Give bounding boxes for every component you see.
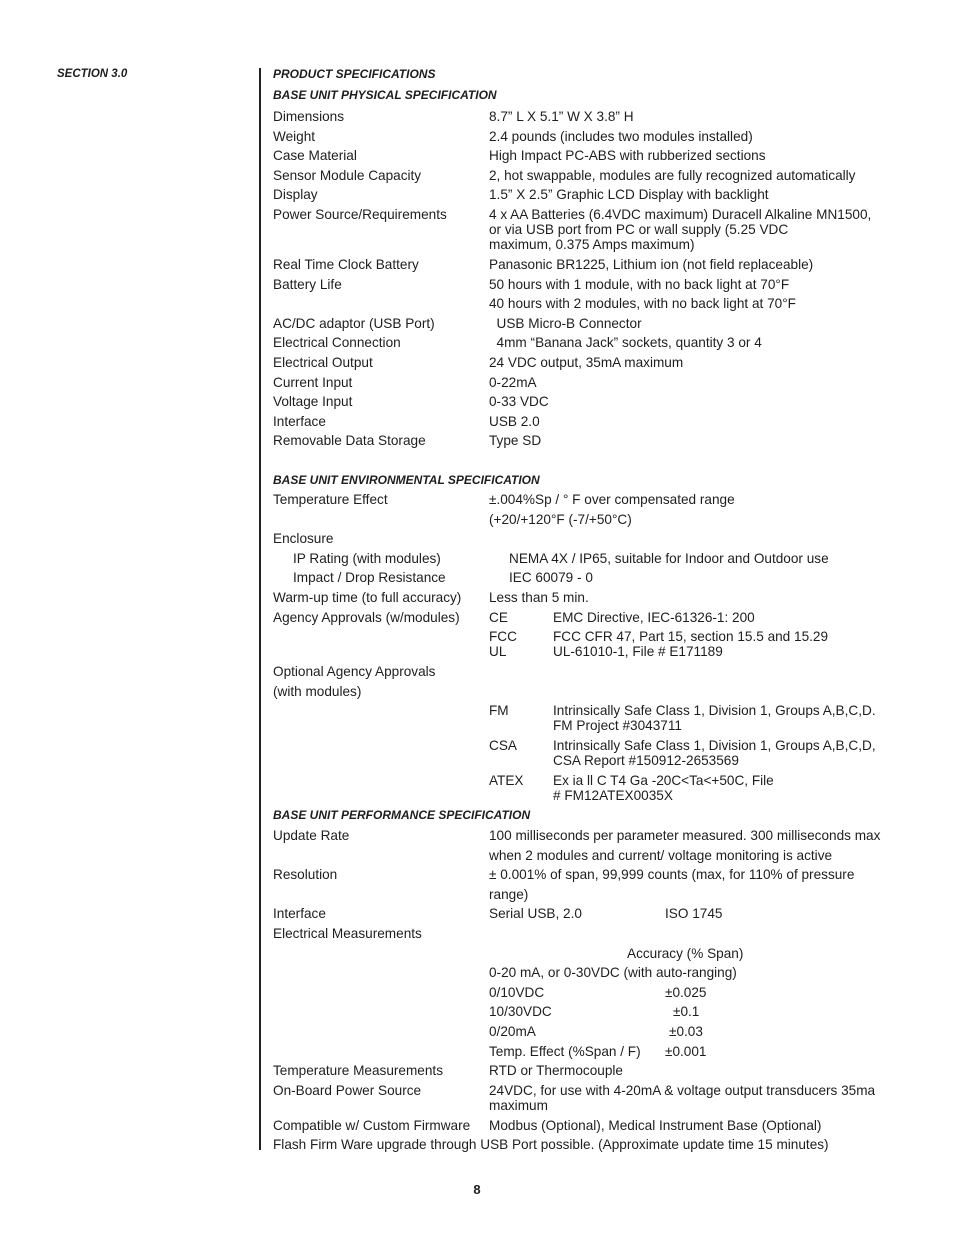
spec-row — [273, 867, 913, 887]
spec-row — [273, 1083, 913, 1118]
spec-value: High Impact PC-ABS with rubberized sections — [489, 148, 766, 164]
spec-label: Weight — [273, 128, 316, 144]
spec-row — [273, 828, 913, 848]
measurement-name: 0/20mA — [489, 1023, 536, 1039]
agency-value: FM Project #3043711 — [553, 718, 682, 734]
spec-row — [273, 187, 913, 207]
spec-row — [273, 664, 913, 684]
spec-value: 2, hot swappable, modules are fully recognized automatically — [489, 167, 856, 183]
spec-row — [273, 335, 913, 355]
page-title: PRODUCT SPECIFICATIONS — [273, 67, 436, 81]
spec-value: 4mm “Banana Jack” sockets, quantity 3 or 4 — [489, 335, 762, 351]
agency-value: CSA Report #150912-2653569 — [553, 753, 739, 769]
spec-label: AC/DC adaptor (USB Port) — [273, 315, 435, 331]
flash-note: Flash Firm Ware upgrade through USB Port possible. (Approximate update time 15 minutes) — [273, 1137, 829, 1153]
spec-row — [273, 590, 913, 610]
spec-row — [273, 257, 913, 277]
spec-value: Modbus (Optional), Medical Instrument Base (Optional) — [489, 1117, 822, 1133]
environmental-heading: BASE UNIT ENVIRONMENTAL SPECIFICATION — [273, 472, 540, 487]
physical-spec-table — [273, 109, 913, 453]
spec-row — [273, 207, 913, 257]
spec-value: 40 hours with 2 modules, with no back light at 70°F — [489, 296, 796, 312]
spec-label: Temperature Measurements — [273, 1063, 443, 1079]
spec-label: Battery Life — [273, 276, 342, 292]
spec-label: IP Rating (with modules) — [293, 550, 441, 566]
agency-code: CE — [489, 609, 508, 625]
spec-row — [273, 168, 913, 188]
spec-label: Electrical Connection — [273, 335, 401, 351]
spec-label: Voltage Input — [273, 394, 353, 410]
spec-label: Update Rate — [273, 828, 350, 844]
spec-row — [273, 394, 913, 414]
spec-row — [273, 296, 913, 316]
spec-label: Sensor Module Capacity — [273, 167, 422, 183]
spec-row — [273, 531, 913, 551]
agency-value: Ex ia ll C T4 Ga -20C<Ta<+50C, File — [553, 773, 774, 789]
spec-value: Type SD — [489, 433, 542, 449]
agency-code: UL — [489, 644, 507, 660]
spec-row — [273, 1063, 913, 1083]
spec-label: Temperature Effect — [273, 492, 388, 508]
spec-value: Less than 5 min. — [489, 590, 589, 606]
spec-row — [273, 684, 913, 704]
spec-value: ± 0.001% of span, 99,999 counts (max, for 110% of pressure — [489, 867, 855, 883]
spec-row — [273, 773, 913, 808]
measurement-row — [273, 1044, 913, 1064]
spec-label: Real Time Clock Battery — [273, 256, 419, 272]
spec-value: Panasonic BR1225, Lithium ion (not field replaceable) — [489, 256, 814, 272]
spec-row — [273, 906, 913, 926]
agency-code: FM — [489, 703, 509, 719]
spec-value: range) — [489, 886, 529, 902]
spec-row — [273, 512, 913, 532]
spec-label: Agency Approvals (w/modules) — [273, 609, 460, 625]
agency-value: # FM12ATEX0035X — [553, 788, 673, 804]
spec-value: (+20/+120°F (-7/+50°C) — [489, 511, 632, 527]
measurement-accuracy: ±0.1 — [673, 1004, 700, 1020]
spec-value: when 2 modules and current/ voltage monitoring is active — [489, 847, 833, 863]
spec-label: Removable Data Storage — [273, 433, 426, 449]
spec-value: NEMA 4X / IP65, suitable for Indoor and Outdoor use — [509, 550, 829, 566]
measurement-accuracy: ±0.001 — [665, 1043, 707, 1059]
spec-value: IEC 60079 - 0 — [509, 570, 593, 586]
spec-label: Enclosure — [273, 531, 334, 547]
spec-row — [273, 570, 913, 590]
agency-value: UL-61010-1, File # E171189 — [553, 644, 723, 660]
spec-row — [273, 109, 913, 129]
spec-row — [273, 551, 913, 571]
spec-row — [273, 946, 913, 966]
accuracy-header: Accuracy (% Span) — [627, 945, 744, 961]
spec-value: 24 VDC output, 35mA maximum — [489, 354, 684, 370]
spec-value: ISO 1745 — [665, 906, 723, 922]
spec-row — [273, 703, 913, 738]
performance-heading: BASE UNIT PERFORMANCE SPECIFICATION — [273, 808, 531, 823]
spec-value: 2.4 pounds (includes two modules installed) — [489, 128, 753, 144]
spec-label: Impact / Drop Resistance — [293, 570, 446, 586]
spec-value: USB 2.0 — [489, 413, 540, 429]
agency-code: FCC — [489, 629, 517, 645]
spec-row — [273, 1118, 913, 1138]
agency-code: ATEX — [489, 773, 524, 789]
spec-label: Optional Agency Approvals — [273, 664, 436, 680]
measurement-name: 0/10VDC — [489, 984, 545, 1000]
spec-value: 0-22mA — [489, 374, 537, 390]
spec-value: 4 x AA Batteries (6.4VDC maximum) Duracell Alkaline MN1500, — [489, 206, 872, 222]
spec-row — [273, 965, 913, 985]
spec-label: (with modules) — [273, 683, 362, 699]
spec-label: Electrical Measurements — [273, 926, 422, 941]
page-number: 8 — [473, 1182, 481, 1197]
spec-value: 100 milliseconds per parameter measured. 300 milliseconds max — [489, 828, 881, 844]
spec-value: ±.004%Sp / ° F over compensated range — [489, 492, 735, 508]
spec-value: 50 hours with 1 module, with no back light at 70°F — [489, 276, 790, 292]
spec-label: Display — [273, 187, 318, 203]
spec-row — [273, 610, 913, 630]
measurement-row — [273, 1024, 913, 1044]
spec-label: Interface — [273, 906, 326, 922]
spec-row — [273, 433, 913, 453]
spec-row — [273, 316, 913, 336]
spec-row — [273, 414, 913, 434]
measurement-row — [273, 1004, 913, 1024]
spec-label: Interface — [273, 413, 326, 429]
spec-value: 24VDC, for use with 4-20mA & voltage output transducers 35ma — [489, 1082, 876, 1098]
spec-value: RTD or Thermocouple — [489, 1063, 623, 1079]
spec-value: maximum — [489, 1097, 548, 1113]
measurement-accuracy: ±0.03 — [669, 1023, 703, 1039]
spec-label: On-Board Power Source — [273, 1082, 422, 1098]
spec-row — [273, 355, 913, 375]
spec-row — [273, 375, 913, 395]
spec-content — [273, 67, 913, 1152]
measurement-accuracy: ±0.025 — [665, 984, 707, 1000]
spec-label: Dimensions — [273, 109, 345, 124]
measurement-name: 10/30VDC — [489, 1004, 552, 1020]
agency-value: FCC CFR 47, Part 15, section 15.5 and 15.29 — [553, 629, 829, 645]
spec-value: Serial USB, 2.0 — [489, 906, 582, 922]
spec-value: maximum, 0.375 Amps maximum) — [489, 236, 695, 252]
spec-label: Electrical Output — [273, 354, 373, 370]
spec-row — [273, 277, 913, 297]
spec-label — [273, 296, 489, 316]
physical-heading: BASE UNIT PHYSICAL SPECIFICATION — [273, 88, 497, 102]
measurement-row — [273, 985, 913, 1005]
measurement-table — [273, 985, 913, 1063]
spec-value: 1.5” X 2.5” Graphic LCD Display with backlight — [489, 187, 769, 203]
spec-value: 0-20 mA, or 0-30VDC (with auto-ranging) — [489, 965, 737, 981]
spec-label: Case Material — [273, 148, 357, 164]
vertical-rule — [259, 68, 261, 1150]
spec-label: Warm-up time (to full accuracy) — [273, 590, 462, 606]
spec-label: Compatible w/ Custom Firmware — [273, 1117, 471, 1133]
spec-row — [273, 492, 913, 512]
spec-label: Resolution — [273, 867, 338, 883]
spec-label: Power Source/Requirements — [273, 206, 447, 222]
spec-value: or via USB port from PC or wall supply (5.25 VDC — [489, 221, 789, 237]
agency-code: CSA — [489, 738, 517, 754]
spec-row — [273, 629, 913, 664]
spec-row — [273, 926, 913, 946]
spec-value: USB Micro-B Connector — [489, 315, 642, 331]
section-label: SECTION 3.0 — [57, 68, 128, 80]
agency-value: Intrinsically Safe Class 1, Division 1, Groups A,B,C,D, — [553, 738, 876, 754]
spec-row — [273, 848, 913, 868]
spec-value: 0-33 VDC — [489, 394, 549, 410]
spec-row — [273, 738, 913, 773]
spec-row — [273, 887, 913, 907]
agency-value: Intrinsically Safe Class 1, Division 1, Groups A,B,C,D. — [553, 703, 876, 719]
agency-value: EMC Directive, IEC-61326-1: 200 — [553, 609, 755, 625]
measurement-name: Temp. Effect (%Span / F) — [489, 1043, 641, 1059]
spec-row — [273, 129, 913, 149]
spec-row — [273, 148, 913, 168]
spec-value: 8.7” L X 5.1” W X 3.8” H — [489, 109, 634, 124]
spec-label: Current Input — [273, 374, 353, 390]
